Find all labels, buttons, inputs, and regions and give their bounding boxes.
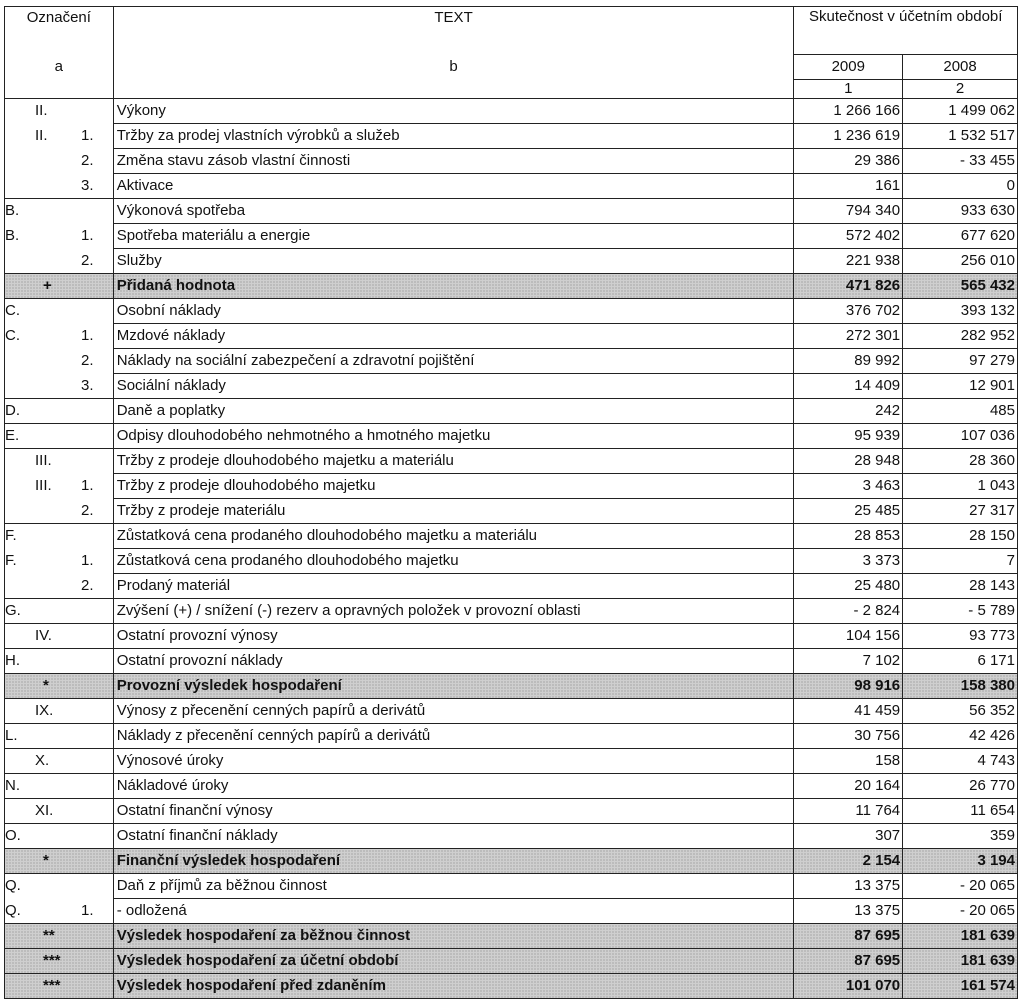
row-code [5, 374, 114, 399]
row-code-sub: 1. [81, 551, 94, 569]
row-code-sub: 2. [81, 251, 94, 269]
col-num-1: 1 [844, 80, 853, 97]
row-text: Ostatní finanční náklady [113, 824, 794, 849]
row-code [5, 224, 114, 249]
row-value-2009: 242 [794, 399, 903, 424]
row-text: Výkony [113, 99, 794, 124]
row-code-sub: 3. [81, 176, 94, 194]
row-text: Přidaná hodnota [113, 274, 794, 299]
row-value-2009: 41 459 [794, 699, 903, 724]
row-code [5, 824, 114, 849]
row-value-2008: - 20 065 [903, 874, 1018, 899]
row-text: Nákladové úroky [113, 774, 794, 799]
header-col-num-2 [903, 80, 1018, 99]
table-row [5, 499, 1018, 524]
row-value-2009: 28 853 [794, 524, 903, 549]
row-code-main: *** [43, 977, 61, 994]
row-value-2009: 158 [794, 749, 903, 774]
table-row [5, 849, 1018, 874]
row-text: Výnosové úroky [113, 749, 794, 774]
row-value-2008: 28 143 [903, 574, 1018, 599]
row-code [5, 399, 114, 424]
row-text: Daň z příjmů za běžnou činnost [113, 874, 794, 899]
row-value-2009: 1 266 166 [794, 99, 903, 124]
row-code-sub: 1. [81, 476, 94, 494]
row-value-2008: 26 770 [903, 774, 1018, 799]
row-code [5, 749, 114, 774]
row-text: Služby [113, 249, 794, 274]
row-text: Výsledek hospodaření za účetní období [113, 949, 794, 974]
row-text: Spotřeba materiálu a energie [113, 224, 794, 249]
row-code-main: D. [5, 402, 20, 419]
row-code-sub: 2. [81, 351, 94, 369]
row-value-2009: 25 480 [794, 574, 903, 599]
row-value-2009: 25 485 [794, 499, 903, 524]
row-code-main: Q. [5, 877, 21, 894]
row-value-2008: 28 150 [903, 524, 1018, 549]
table-row [5, 824, 1018, 849]
table-row [5, 224, 1018, 249]
row-code [5, 649, 114, 674]
row-code [5, 974, 114, 999]
row-code-main: IX. [35, 702, 54, 719]
row-text: Zůstatková cena prodaného dlouhodobého majetku a materiálu [113, 524, 794, 549]
row-value-2008: 12 901 [903, 374, 1018, 399]
row-text: Ostatní provozní náklady [113, 649, 794, 674]
row-value-2009: 89 992 [794, 349, 903, 374]
header-text [113, 7, 794, 55]
row-code-main: *** [43, 952, 61, 969]
row-value-2009: - 2 824 [794, 599, 903, 624]
table-row [5, 774, 1018, 799]
row-value-2008: 4 743 [903, 749, 1018, 774]
row-code [5, 299, 114, 324]
row-value-2009: 13 375 [794, 899, 903, 924]
table-row [5, 324, 1018, 349]
table-row [5, 174, 1018, 199]
row-value-2008: 107 036 [903, 424, 1018, 449]
row-value-2009: 87 695 [794, 949, 903, 974]
table-row [5, 299, 1018, 324]
row-text: Osobní náklady [113, 299, 794, 324]
row-value-2009: 87 695 [794, 924, 903, 949]
row-value-2009: 307 [794, 824, 903, 849]
row-text: Daně a poplatky [113, 399, 794, 424]
row-code [5, 624, 114, 649]
header-code-letter-cell [5, 55, 114, 80]
table-row [5, 549, 1018, 574]
row-code [5, 99, 114, 124]
header-code [5, 7, 114, 55]
table-row [5, 799, 1018, 824]
row-code-main: E. [5, 427, 20, 444]
year-previous: 2008 [943, 58, 977, 75]
row-text: Aktivace [113, 174, 794, 199]
row-code-main: + [43, 277, 52, 294]
row-code [5, 874, 114, 899]
table-row [5, 974, 1018, 999]
row-code [5, 924, 114, 949]
row-code [5, 599, 114, 624]
header-year-previous [903, 55, 1018, 80]
row-code-main: XI. [35, 802, 54, 819]
row-value-2009: 3 373 [794, 549, 903, 574]
row-text: Odpisy dlouhodobého nehmotného a hmotného majetku [113, 424, 794, 449]
table-row [5, 149, 1018, 174]
row-value-2009: 7 102 [794, 649, 903, 674]
row-code-main: * [43, 852, 49, 869]
row-text: Prodaný materiál [113, 574, 794, 599]
row-code-main: N. [5, 777, 20, 794]
row-code-main: G. [5, 602, 21, 619]
row-value-2008: 181 639 [903, 949, 1018, 974]
table-row [5, 874, 1018, 899]
income-statement-table [4, 6, 1018, 999]
row-code-main: F. [5, 527, 17, 544]
row-value-2008: 11 654 [903, 799, 1018, 824]
row-value-2009: 13 375 [794, 874, 903, 899]
row-code-main: * [43, 677, 49, 694]
row-value-2009: 28 948 [794, 449, 903, 474]
row-value-2008: 158 380 [903, 674, 1018, 699]
row-code-sub: 1. [81, 226, 94, 244]
row-code [5, 349, 114, 374]
row-value-2009: 2 154 [794, 849, 903, 874]
row-code [5, 524, 114, 549]
row-value-2009: 98 916 [794, 674, 903, 699]
row-code-sub: 2. [81, 501, 94, 519]
row-value-2008: 1 499 062 [903, 99, 1018, 124]
row-text: Náklady na sociální zabezpečení a zdravotní pojištění [113, 349, 794, 374]
row-text: - odložená [113, 899, 794, 924]
row-value-2009: 161 [794, 174, 903, 199]
row-text: Tržby za prodej vlastních výrobků a služeb [113, 124, 794, 149]
row-value-2008: 1 043 [903, 474, 1018, 499]
row-value-2009: 272 301 [794, 324, 903, 349]
row-value-2009: 11 764 [794, 799, 903, 824]
row-code [5, 124, 114, 149]
row-value-2009: 3 463 [794, 474, 903, 499]
row-text: Ostatní finanční výnosy [113, 799, 794, 824]
row-value-2008: 0 [903, 174, 1018, 199]
row-value-2008: 1 532 517 [903, 124, 1018, 149]
row-code [5, 699, 114, 724]
header-text-bottom [113, 80, 794, 99]
row-value-2009: 572 402 [794, 224, 903, 249]
row-value-2008: 3 194 [903, 849, 1018, 874]
table-row [5, 624, 1018, 649]
row-code-sub: 1. [81, 326, 94, 344]
row-value-2009: 30 756 [794, 724, 903, 749]
row-value-2008: 393 132 [903, 299, 1018, 324]
row-code-main: III. [35, 476, 52, 494]
row-text: Ostatní provozní výnosy [113, 624, 794, 649]
row-value-2009: 794 340 [794, 199, 903, 224]
header-code-label: Označení [26, 9, 91, 26]
row-code [5, 499, 114, 524]
row-value-2009: 14 409 [794, 374, 903, 399]
table-row [5, 374, 1018, 399]
row-code [5, 149, 114, 174]
table-row [5, 249, 1018, 274]
row-code [5, 274, 114, 299]
table-row [5, 924, 1018, 949]
row-value-2009: 29 386 [794, 149, 903, 174]
table-row [5, 949, 1018, 974]
row-value-2009: 104 156 [794, 624, 903, 649]
row-code [5, 424, 114, 449]
table-row [5, 899, 1018, 924]
table-row [5, 524, 1018, 549]
row-code [5, 199, 114, 224]
row-text: Tržby z prodeje materiálu [113, 499, 794, 524]
row-code-sub: 2. [81, 151, 94, 169]
row-code-main: B. [5, 226, 20, 244]
table-row [5, 474, 1018, 499]
row-value-2009: 471 826 [794, 274, 903, 299]
row-code [5, 849, 114, 874]
header-period-label: Skutečnost v účetním období [808, 8, 1003, 25]
table-row [5, 199, 1018, 224]
year-current: 2009 [831, 58, 865, 75]
header-year-current [794, 55, 903, 80]
table-row [5, 424, 1018, 449]
table-row [5, 699, 1018, 724]
income-statement [4, 6, 1018, 999]
row-code-main: III. [35, 452, 52, 469]
row-value-2008: 6 171 [903, 649, 1018, 674]
row-value-2008: - 5 789 [903, 599, 1018, 624]
row-code-sub: 1. [81, 901, 94, 919]
header-text-letter-cell [113, 55, 794, 80]
row-text: Mzdové náklady [113, 324, 794, 349]
table-row [5, 274, 1018, 299]
row-code [5, 324, 114, 349]
row-code-main: Q. [5, 901, 21, 919]
row-code-main: II. [35, 102, 48, 119]
table-row [5, 724, 1018, 749]
row-value-2008: 181 639 [903, 924, 1018, 949]
row-value-2008: 56 352 [903, 699, 1018, 724]
row-value-2008: 161 574 [903, 974, 1018, 999]
row-code-main: IV. [35, 627, 52, 644]
row-value-2008: 7 [903, 549, 1018, 574]
row-value-2008: 485 [903, 399, 1018, 424]
row-value-2008: 565 432 [903, 274, 1018, 299]
row-value-2008: - 33 455 [903, 149, 1018, 174]
row-code-main: O. [5, 827, 21, 844]
row-code [5, 174, 114, 199]
row-text: Finanční výsledek hospodaření [113, 849, 794, 874]
table-row [5, 124, 1018, 149]
table-row [5, 449, 1018, 474]
row-value-2009: 20 164 [794, 774, 903, 799]
row-value-2008: 93 773 [903, 624, 1018, 649]
header-period [794, 7, 1018, 55]
row-code [5, 724, 114, 749]
row-code-main: L. [5, 727, 18, 744]
row-code-main: II. [35, 126, 48, 144]
row-text: Náklady z přecenění cenných papírů a derivátů [113, 724, 794, 749]
row-value-2008: 933 630 [903, 199, 1018, 224]
row-code [5, 949, 114, 974]
header-code-bottom [5, 80, 114, 99]
row-code-main: F. [5, 551, 17, 569]
header-col-num-1 [794, 80, 903, 99]
row-code [5, 249, 114, 274]
row-text: Změna stavu zásob vlastní činnosti [113, 149, 794, 174]
row-code-main: X. [35, 752, 50, 769]
table-row [5, 674, 1018, 699]
table-row [5, 574, 1018, 599]
row-text: Tržby z prodeje dlouhodobého majetku [113, 474, 794, 499]
table-row [5, 399, 1018, 424]
row-code-sub: 2. [81, 576, 94, 594]
row-text: Zůstatková cena prodaného dlouhodobého majetku [113, 549, 794, 574]
row-text: Tržby z prodeje dlouhodobého majetku a materiálu [113, 449, 794, 474]
table-row [5, 349, 1018, 374]
row-value-2008: 359 [903, 824, 1018, 849]
row-code [5, 474, 114, 499]
row-value-2008: 27 317 [903, 499, 1018, 524]
row-value-2008: - 20 065 [903, 899, 1018, 924]
row-value-2008: 256 010 [903, 249, 1018, 274]
row-code-sub: 1. [81, 126, 94, 144]
row-value-2009: 1 236 619 [794, 124, 903, 149]
row-code [5, 774, 114, 799]
row-text: Výsledek hospodaření před zdaněním [113, 974, 794, 999]
row-text: Výsledek hospodaření za běžnou činnost [113, 924, 794, 949]
row-value-2009: 221 938 [794, 249, 903, 274]
row-value-2008: 97 279 [903, 349, 1018, 374]
row-code [5, 549, 114, 574]
row-text: Sociální náklady [113, 374, 794, 399]
row-value-2008: 282 952 [903, 324, 1018, 349]
row-value-2008: 42 426 [903, 724, 1018, 749]
row-code [5, 449, 114, 474]
header-code-letter: a [54, 58, 64, 75]
row-value-2009: 101 070 [794, 974, 903, 999]
row-code [5, 574, 114, 599]
row-value-2008: 28 360 [903, 449, 1018, 474]
row-text: Zvýšení (+) / snížení (-) rezerv a opravných položek v provozní oblasti [113, 599, 794, 624]
row-value-2009: 376 702 [794, 299, 903, 324]
row-code [5, 674, 114, 699]
row-code-main: H. [5, 652, 20, 669]
row-value-2009: 95 939 [794, 424, 903, 449]
row-code-main: B. [5, 202, 20, 219]
header-text-label: TEXT [434, 9, 473, 26]
row-code-main: ** [43, 927, 55, 944]
row-code-main: C. [5, 326, 20, 344]
header-text-letter: b [449, 58, 458, 75]
col-num-2: 2 [955, 80, 965, 97]
table-row [5, 99, 1018, 124]
row-text: Provozní výsledek hospodaření [113, 674, 794, 699]
row-code-main: C. [5, 302, 20, 319]
row-text: Výkonová spotřeba [113, 199, 794, 224]
row-text: Výnosy z přecenění cenných papírů a derivátů [113, 699, 794, 724]
table-row [5, 599, 1018, 624]
table-row [5, 649, 1018, 674]
row-code [5, 899, 114, 924]
row-code [5, 799, 114, 824]
row-value-2008: 677 620 [903, 224, 1018, 249]
table-row [5, 749, 1018, 774]
row-code-sub: 3. [81, 376, 94, 394]
